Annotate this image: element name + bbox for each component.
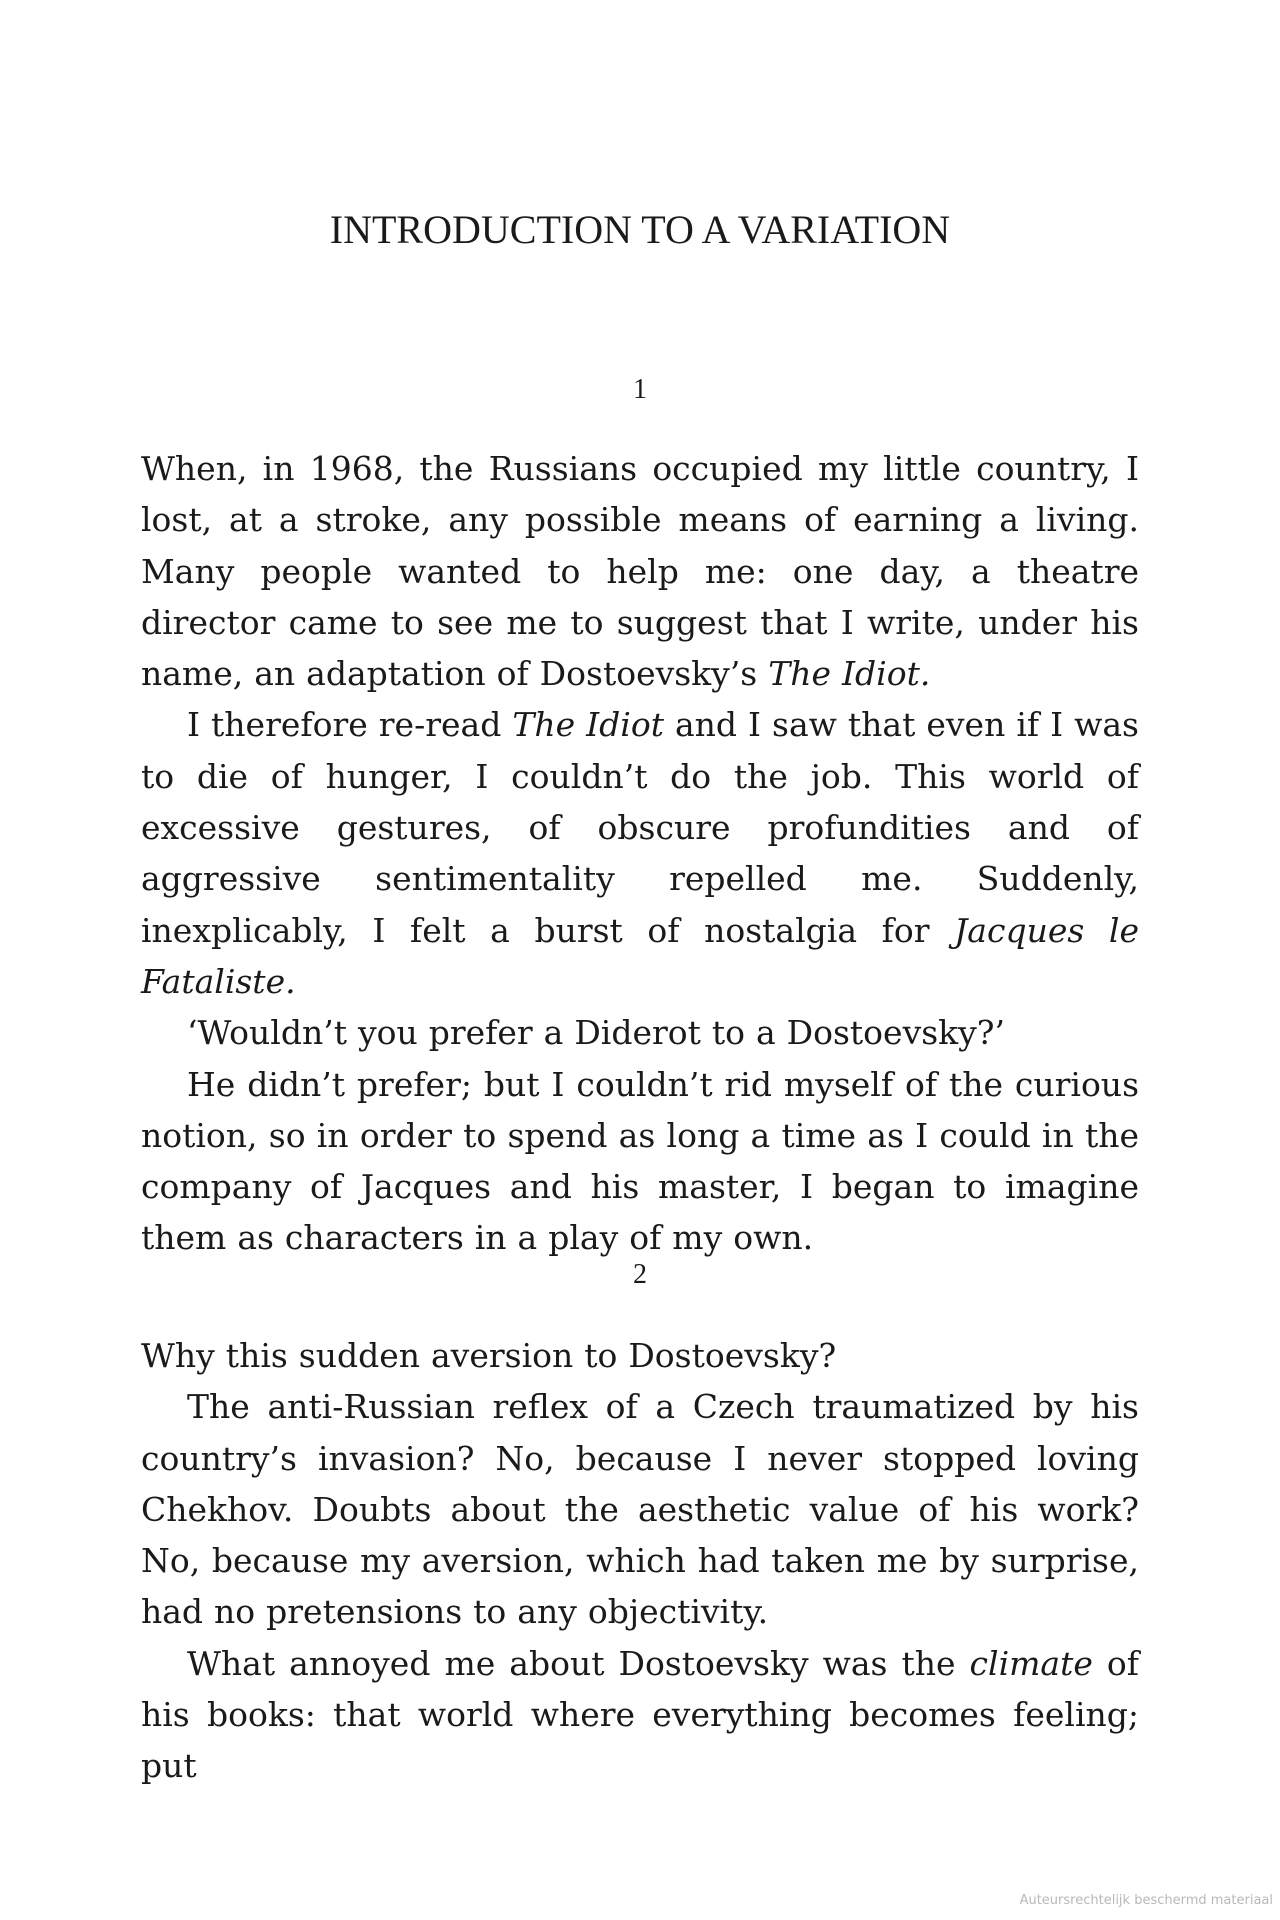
paragraph-text: I therefore re-read	[187, 705, 513, 745]
paragraph-text: of his books: that world where everything becomes feeling; put	[141, 1643, 1139, 1786]
paragraph-text: When, in 1968, the Russians occupied my little country, I lost, at a stroke, any possible means of earning a living. Many people wanted to help me: one day, a theatre director came to see me to suggest that I write, under his name, an adaptation of Dostoevsky’s	[141, 449, 1139, 694]
paragraph	[141, 1007, 1139, 1058]
paragraph-text: What annoyed me about Dostoevsky was the	[187, 1643, 970, 1683]
section-number-1: 1	[633, 374, 647, 405]
paragraph	[141, 699, 1139, 1007]
paragraph-text: Why this sudden aversion to Dostoevsky?	[141, 1336, 837, 1375]
paragraph-text: ‘Wouldn’t you prefer a Diderot to a Dostoevsky?’	[187, 1013, 1005, 1053]
book-title-italic: The Idiot.	[768, 654, 931, 694]
section-2	[141, 1330, 1139, 1792]
paragraph	[141, 443, 1139, 699]
paragraph	[141, 1638, 1139, 1792]
section-number-2: 2	[633, 1259, 647, 1290]
paragraph-text: The anti-Russian reflex of a Czech traumatized by his country’s invasion? No, because I never stopped loving Chekhov. Doubts about the aesthetic value of his work? No, because my aversion, which had taken me by surprise, had no pretensions to any objectivity.	[141, 1387, 1139, 1632]
paragraph-text: He didn’t prefer; but I couldn’t rid myself of the curious notion, so in order to spend as long a time as I could in the company of Jacques and his master, I began to imagine them as characters in a play of my own.	[141, 1064, 1139, 1258]
book-title-italic: Jacques le Fataliste.	[141, 910, 1139, 1001]
emphasis-italic: climate	[969, 1643, 1093, 1683]
section-1	[141, 443, 1139, 1264]
paragraph	[141, 1330, 1139, 1381]
paragraph	[141, 1381, 1139, 1637]
chapter-title: INTRODUCTION TO A VARIATION	[329, 207, 951, 252]
paragraph	[141, 1059, 1139, 1264]
copyright-watermark: Auteursrechtelijk beschermd materiaal	[1019, 1893, 1273, 1908]
paragraph-text: and I saw that even if I was to die of hunger, I couldn’t do the job. This world of excessive gestures, of obscure profundities and of aggressive sentimentality repelled me. Suddenly, inexplicably, I felt a burst of nostalgia for	[141, 705, 1139, 950]
book-title-italic: The Idiot	[512, 705, 664, 745]
